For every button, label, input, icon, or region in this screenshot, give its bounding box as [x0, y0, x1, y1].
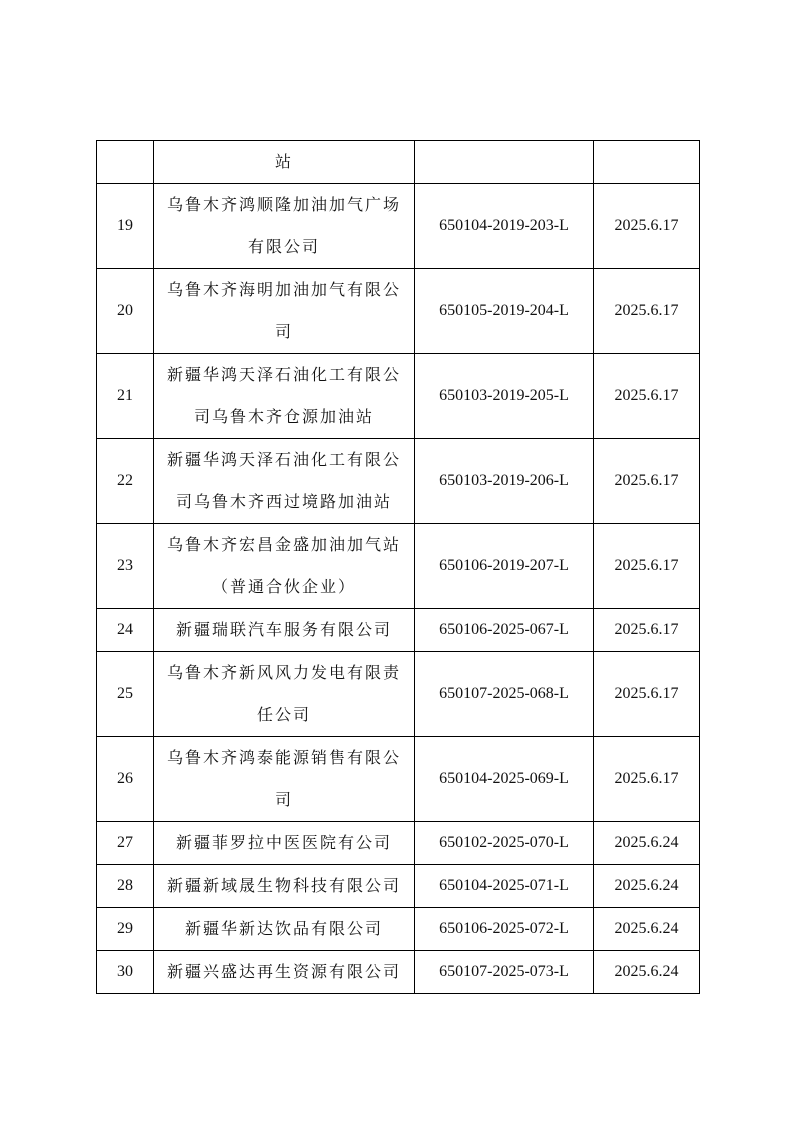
registration-code-cell [415, 865, 594, 908]
registration-code-cell [415, 652, 594, 737]
registration-date-cell [594, 737, 700, 822]
row-number-cell [97, 269, 154, 354]
registration-date-cell [594, 439, 700, 524]
table-row [97, 141, 700, 184]
row-number: 29 [117, 920, 133, 937]
table-row [97, 822, 700, 865]
table-row [97, 524, 700, 609]
registration-date: 2025.6.24 [614, 834, 679, 851]
registration-date: 2025.6.17 [614, 557, 679, 574]
company-name: 新疆华鸿天泽石油化工有限公司乌鲁木齐仓源加油站 [166, 365, 401, 426]
registration-code: 650107-2025-073-L [439, 963, 569, 980]
registration-code-cell [415, 184, 594, 269]
row-number-cell [97, 652, 154, 737]
registration-date: 2025.6.24 [614, 877, 679, 894]
registration-date: 2025.6.24 [614, 963, 679, 980]
registration-code-cell [415, 354, 594, 439]
row-number-cell [97, 822, 154, 865]
company-name-cell [154, 737, 415, 822]
registration-date-cell [594, 524, 700, 609]
row-number-cell [97, 141, 154, 184]
row-number-cell [97, 951, 154, 994]
registration-date-cell [594, 354, 700, 439]
row-number-cell [97, 908, 154, 951]
registration-date: 2025.6.17 [614, 472, 679, 489]
registration-date: 2025.6.24 [614, 920, 679, 937]
registration-code-cell [415, 269, 594, 354]
row-number: 19 [117, 217, 133, 234]
registration-date: 2025.6.17 [614, 685, 679, 702]
company-name: 新疆兴盛达再生资源有限公司 [166, 962, 401, 981]
registration-code-cell [415, 524, 594, 609]
company-name-cell [154, 865, 415, 908]
company-name-cell [154, 908, 415, 951]
row-number: 24 [117, 621, 133, 638]
row-number: 22 [117, 472, 133, 489]
row-number: 25 [117, 685, 133, 702]
row-number: 20 [117, 302, 133, 319]
registration-code: 650102-2025-070-L [439, 834, 569, 851]
registration-code: 650104-2019-203-L [439, 217, 569, 234]
registration-code: 650103-2019-206-L [439, 472, 569, 489]
registration-date-cell [594, 269, 700, 354]
registration-code: 650104-2025-071-L [439, 877, 569, 894]
row-number: 23 [117, 557, 133, 574]
registration-date-cell [594, 865, 700, 908]
registration-code-cell [415, 609, 594, 652]
company-name-cell [154, 822, 415, 865]
company-name: 新疆华鸿天泽石油化工有限公司乌鲁木齐西过境路加油站 [166, 450, 401, 511]
company-name-cell [154, 652, 415, 737]
row-number-cell [97, 524, 154, 609]
registration-code: 650103-2019-205-L [439, 387, 569, 404]
table-row [97, 184, 700, 269]
company-name-cell [154, 439, 415, 524]
registration-code: 650106-2025-067-L [439, 621, 569, 638]
registration-date-cell [594, 908, 700, 951]
row-number-cell [97, 439, 154, 524]
company-name-cell [154, 951, 415, 994]
company-name: 新疆瑞联汽车服务有限公司 [175, 620, 392, 639]
registration-code-cell [415, 737, 594, 822]
registration-code: 650106-2019-207-L [439, 557, 569, 574]
company-name-cell [154, 524, 415, 609]
table-row [97, 354, 700, 439]
registration-table [96, 140, 700, 994]
company-name-cell [154, 354, 415, 439]
row-number: 26 [117, 770, 133, 787]
company-name: 乌鲁木齐新风风力发电有限责任公司 [166, 663, 401, 724]
row-number: 30 [117, 963, 133, 980]
table-row [97, 737, 700, 822]
table-row [97, 652, 700, 737]
company-name: 站 [274, 152, 293, 171]
table-row [97, 908, 700, 951]
company-name-cell [154, 141, 415, 184]
company-name: 新疆菲罗拉中医医院有公司 [175, 833, 392, 852]
row-number-cell [97, 609, 154, 652]
registration-code: 650104-2025-069-L [439, 770, 569, 787]
table-row [97, 439, 700, 524]
registration-date-cell [594, 141, 700, 184]
registration-date-cell [594, 951, 700, 994]
registration-code-cell [415, 951, 594, 994]
company-name-cell [154, 269, 415, 354]
registration-date: 2025.6.17 [614, 302, 679, 319]
registration-code: 650107-2025-068-L [439, 685, 569, 702]
row-number-cell [97, 354, 154, 439]
table-row [97, 269, 700, 354]
company-name-cell [154, 184, 415, 269]
registration-date-cell [594, 822, 700, 865]
row-number: 21 [117, 387, 133, 404]
registration-date-cell [594, 184, 700, 269]
company-name: 乌鲁木齐鸿顺隆加油加气广场有限公司 [166, 195, 401, 256]
company-name: 乌鲁木齐海明加油加气有限公司 [166, 280, 401, 341]
table-body [97, 141, 700, 994]
row-number: 27 [117, 834, 133, 851]
company-name: 新疆新域晟生物科技有限公司 [166, 876, 401, 895]
row-number-cell [97, 865, 154, 908]
registration-date: 2025.6.17 [614, 217, 679, 234]
registration-code: 650105-2019-204-L [439, 302, 569, 319]
company-name-cell [154, 609, 415, 652]
registration-code-cell [415, 141, 594, 184]
row-number: 28 [117, 877, 133, 894]
registration-code: 650106-2025-072-L [439, 920, 569, 937]
registration-date: 2025.6.17 [614, 621, 679, 638]
table-row [97, 609, 700, 652]
row-number-cell [97, 737, 154, 822]
company-name: 乌鲁木齐宏昌金盛加油加气站（普通合伙企业） [166, 535, 401, 596]
company-name: 乌鲁木齐鸿泰能源销售有限公司 [166, 748, 401, 809]
registration-code-cell [415, 439, 594, 524]
company-name: 新疆华新达饮品有限公司 [184, 919, 383, 938]
registration-date-cell [594, 609, 700, 652]
registration-date: 2025.6.17 [614, 770, 679, 787]
row-number-cell [97, 184, 154, 269]
registration-code-cell [415, 908, 594, 951]
table-row [97, 865, 700, 908]
registration-date: 2025.6.17 [614, 387, 679, 404]
table-row [97, 951, 700, 994]
registration-code-cell [415, 822, 594, 865]
registration-date-cell [594, 652, 700, 737]
